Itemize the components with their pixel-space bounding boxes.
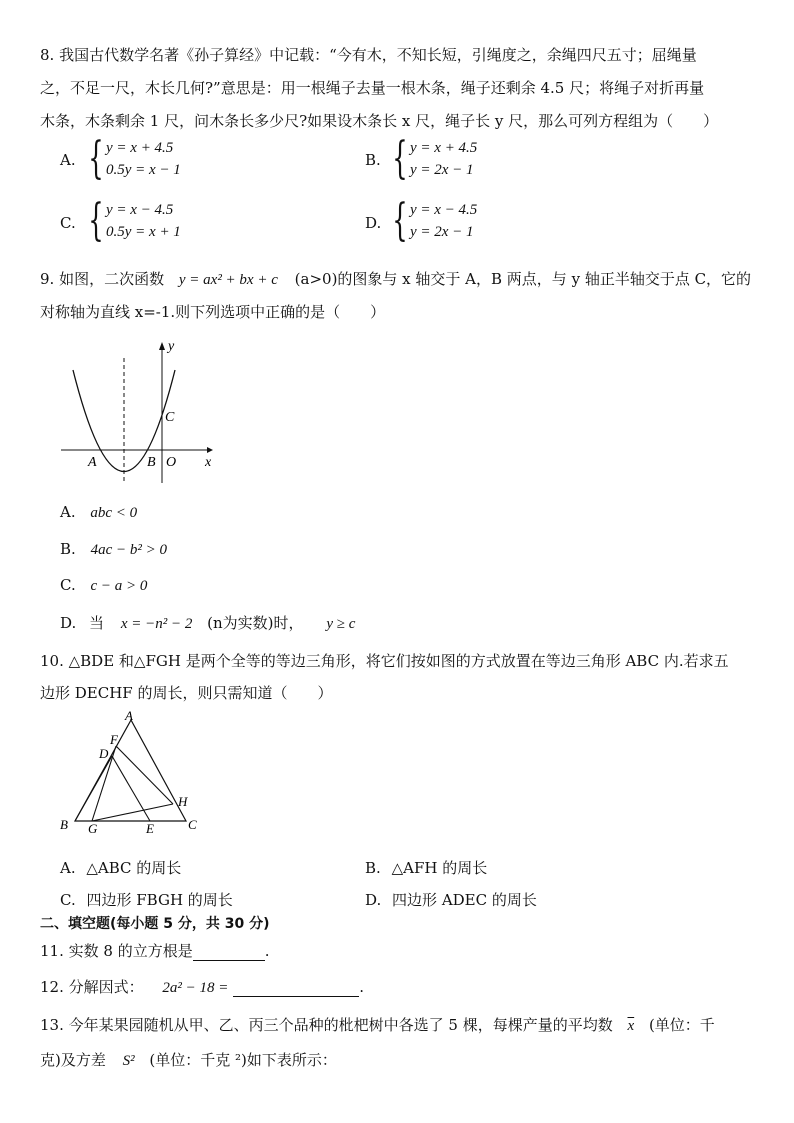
label-g: G <box>88 821 98 836</box>
q9-option-a <box>60 503 137 522</box>
q10-option-b-text: △AFH 的周长 <box>391 859 488 877</box>
q9-prefix: 9. 如图，二次函数 <box>40 270 165 288</box>
q8-option-c-eq2: 0.5y = x + 1 <box>106 224 181 240</box>
q8-option-c-system <box>82 195 181 246</box>
q9-option-a-expr: abc < 0 <box>90 505 138 521</box>
q10-option-a-text: △ABC 的周长 <box>86 859 182 877</box>
q8-option-b-eq1: y = x + 4.5 <box>410 140 478 156</box>
q8-option-c-eq1: y = x − 4.5 <box>106 202 174 218</box>
q10-option-a <box>60 857 181 878</box>
triangle-abc <box>75 720 186 821</box>
q11-answer-blank[interactable] <box>193 946 265 961</box>
q9-function: y = ax² + bx + c <box>178 272 278 288</box>
q8-line-3: 木条，木条剩余 1 尺，问木条长多少尺?如果设木条长 x 尺，绳子长 y 尺，那么可列方程组为（ ） <box>40 112 719 130</box>
y-axis-arrow-icon <box>159 342 165 350</box>
q9-suffix: (a>0)的图象与 x 轴交于 A，B 两点，与 y 轴正半轴交于点 C，它的 <box>294 270 752 288</box>
q8-option-a-label: A. <box>60 151 76 169</box>
q8-option-a-eq2: 0.5y = x − 1 <box>106 162 181 178</box>
q9-option-c-label: C. <box>60 576 76 594</box>
q12-answer-blank[interactable] <box>233 982 359 997</box>
q13-line1a: 13. 今年某果园随机从甲、乙、丙三个品种的枇杷树中各选了 5 棵，每棵产量的平均数 <box>40 1016 613 1034</box>
q8-option-c-label: C. <box>60 214 76 232</box>
label-b: B <box>147 455 156 470</box>
q12-end: . <box>359 978 364 996</box>
q8-option-d-eq2: y = 2x − 1 <box>410 224 474 240</box>
q13-line-1 <box>40 1014 715 1035</box>
q8-option-d-system <box>386 195 478 246</box>
q10-option-a-label: A. <box>60 859 76 877</box>
q8-option-d-label: D. <box>365 214 382 232</box>
brace-icon: { <box>392 195 408 246</box>
q13-line2b: (单位：千克 ²)如下表所示： <box>149 1051 337 1069</box>
q8-line-1: 8. 我国古代数学名著《孙子算经》中记载：“今有木，不知长短，引绳度之，余绳四尺五寸；屈绳量 <box>40 46 697 64</box>
q8-line-2: 之，不足一尺，木长几何?”意思是：用一根绳子去量一根木条，绳子还剩余 4.5 尺；将绳子对折再量 <box>40 79 705 97</box>
label-d: D <box>99 746 109 761</box>
q8-option-b-system <box>386 133 478 184</box>
q13-line1b: (单位：千 <box>648 1016 715 1034</box>
q10-line-2: 边形 DECHF 的周长，则只需知道（ ） <box>40 684 333 702</box>
label-y: y <box>168 339 175 354</box>
segment-gh <box>92 804 173 821</box>
label-x: x <box>205 455 212 470</box>
q13-line-2 <box>40 1049 337 1070</box>
q12-expr: 2a² − 18 = <box>162 980 229 996</box>
label-a: A <box>88 455 97 470</box>
label-f: F <box>110 732 118 747</box>
q10-option-d-text: 四边形 ADEC 的周长 <box>392 891 537 909</box>
label-a: A <box>125 708 133 723</box>
q9-line-2: 对称轴为直线 x=-1.则下列选项中正确的是（ ） <box>40 303 386 321</box>
q9-option-d-pre: 当 <box>89 614 105 632</box>
q9-option-d-expr2: y ≥ c <box>326 616 356 632</box>
segment-bd <box>75 756 112 821</box>
q9-option-b-label: B. <box>60 540 76 558</box>
q9-option-d-mid: (n为实数)时， <box>207 614 304 632</box>
q10-option-c <box>60 889 233 910</box>
q10-option-b <box>365 857 487 878</box>
q10-option-d <box>365 889 537 910</box>
q8-option-b-eq2: y = 2x − 1 <box>410 162 474 178</box>
parabola-figure <box>55 338 225 488</box>
q8-option-d-eq1: y = x − 4.5 <box>410 202 478 218</box>
x-axis-arrow-icon <box>207 447 213 453</box>
q10-option-d-label: D. <box>365 891 382 909</box>
label-h: H <box>178 794 188 809</box>
q9-option-b-expr: 4ac − b² > 0 <box>90 542 167 558</box>
q8-option-a-eq1: y = x + 4.5 <box>106 140 174 156</box>
q9-option-d-expr: x = −n² − 2 <box>120 616 193 632</box>
q12-line <box>40 976 364 997</box>
label-c: C <box>165 410 175 425</box>
q9-option-d-label: D. <box>60 614 77 632</box>
label-c: C <box>188 817 197 832</box>
q9-option-a-label: A. <box>60 503 76 521</box>
q13-line2a: 克)及方差 <box>40 1051 106 1069</box>
q10-option-b-label: B. <box>365 859 381 877</box>
q10-option-c-label: C. <box>60 891 76 909</box>
q8-option-a-system <box>82 133 181 184</box>
q10-line-1: 10. △BDE 和△FGH 是两个全等的等边三角形，将它们按如图的方式放置在等边三角形 ABC 内.若求五 <box>40 652 729 670</box>
q9-line-1 <box>40 268 751 289</box>
q11-text: 11. 实数 8 的立方根是 <box>40 942 193 960</box>
q9-option-c <box>60 576 147 595</box>
brace-icon: { <box>392 133 408 184</box>
q11-end: . <box>264 942 270 960</box>
q9-option-b <box>60 540 167 559</box>
q10-option-c-text: 四边形 FBGH 的周长 <box>86 891 233 909</box>
section-title: 二、填空题(每小题 5 分，共 30 分) <box>40 916 270 932</box>
triangle-figure <box>55 708 205 838</box>
q9-option-d <box>60 612 355 633</box>
q11-line <box>40 940 270 961</box>
brace-icon: { <box>88 133 104 184</box>
brace-icon: { <box>88 195 104 246</box>
label-o: O <box>166 455 177 470</box>
segment-fh <box>116 746 173 804</box>
label-b: B <box>60 817 68 832</box>
q13-xbar: $\overline{x}$ <box>627 1018 635 1034</box>
q13-s2: S² <box>122 1053 135 1069</box>
q9-option-c-expr: c − a > 0 <box>90 578 148 594</box>
q8-option-b-label: B. <box>365 151 381 169</box>
label-e: E <box>146 821 154 836</box>
q12-text: 12. 分解因式： <box>40 978 144 996</box>
segment-de <box>112 756 150 821</box>
